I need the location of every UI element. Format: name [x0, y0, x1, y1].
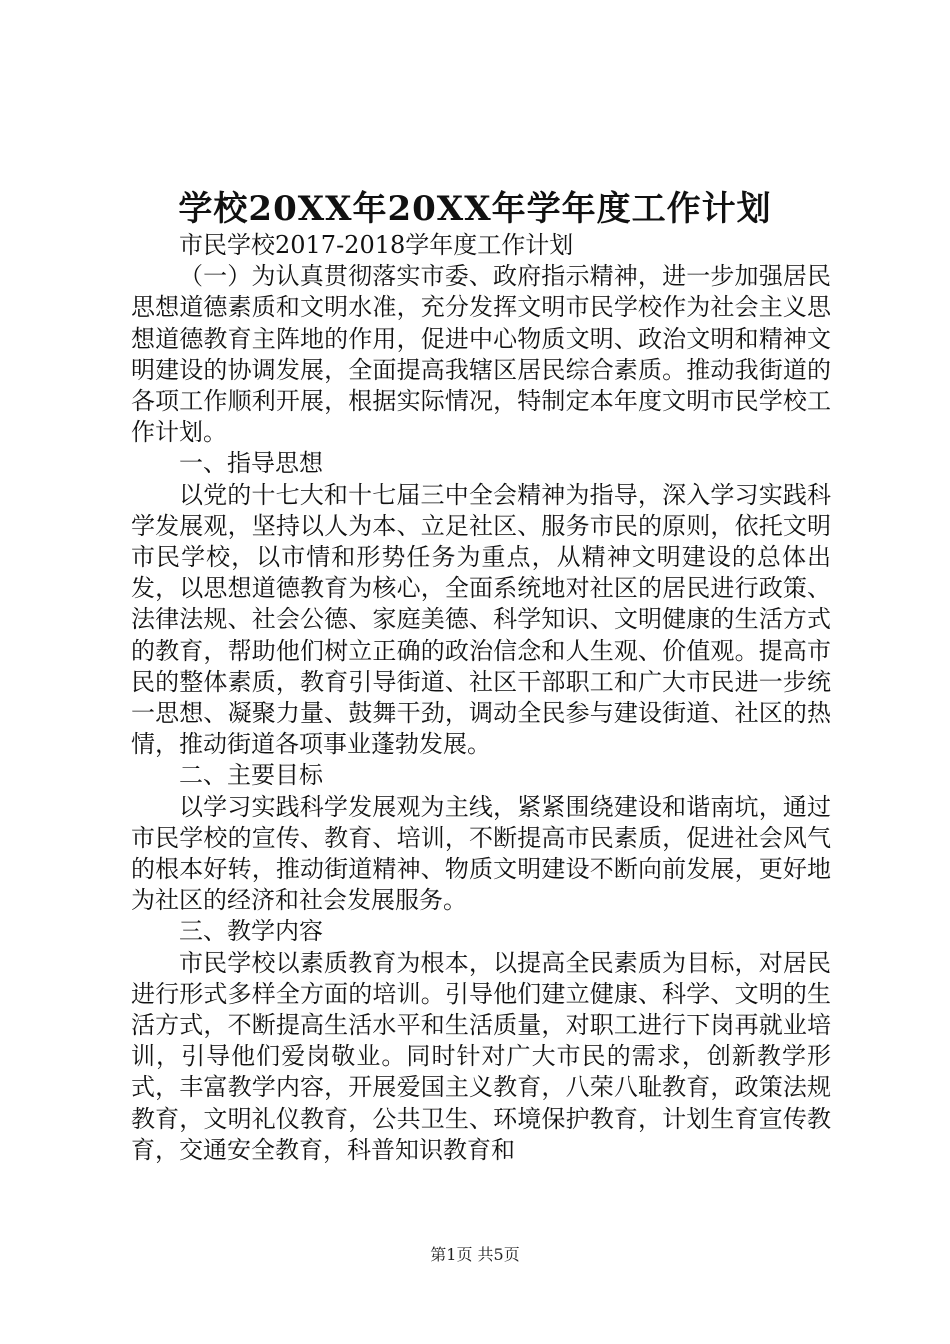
heading-guiding-thought: 一、指导思想	[179, 449, 323, 478]
paragraph-intro: （一）为认真贯彻落实市委、政府指示精神，进一步加强居民思想道德素质和文明水准，充分发挥文明市民学校作为社会主义思想道德教育主阵地的作用，促进中心物质文明、政治文明和精神文明建设的协调发展，全面提高我辖区居民综合素质。推动我街道的各项工作顺利开展，根据实际情况，特制定本年度文明市民学校工作计划。	[131, 262, 831, 447]
document-title: 学校20XX年20XX年学年度工作计划	[178, 189, 772, 229]
paragraph-subtitle: 市民学校2017-2018学年度工作计划	[179, 231, 574, 259]
heading-main-goals: 二、主要目标	[179, 761, 323, 790]
paragraph-main-goals: 以学习实践科学发展观为主线，紧紧围绕建设和谐南坑，通过市民学校的宣传、教育、培训，不断提高市民素质，促进社会风气的根本好转，推动街道精神、物质文明建设不断向前发展，更好地为社区的经济和社会发展服务。	[131, 792, 831, 915]
paragraph-teaching-content: 市民学校以素质教育为根本，以提高全民素质为目标，对居民进行形式多样全方面的培训。引导他们建立健康、科学、文明的生活方式，不断提高生活水平和生活质量，对职工进行下岗再就业培训，引导他们爱岗敬业。同时针对广大市民的需求，创新教学形式，丰富教学内容，开展爱国主义教育，八荣八耻教育，政策法规教育，文明礼仪教育，公共卫生、环境保护教育，计划生育宣传教育，交通安全教育，科普知识教育和	[131, 948, 831, 1164]
document-body	[131, 230, 831, 1166]
heading-teaching-content: 三、教学内容	[179, 917, 323, 946]
paragraph-guiding-thought: 以党的十七大和十七届三中全会精神为指导，深入学习实践科学发展观，坚持以人为本、立足社区、服务市民的原则，依托文明市民学校，以市情和形势任务为重点，从精神文明建设的总体出发，以思想道德教育为核心，全面系统地对社区的居民进行政策、法律法规、社会公德、家庭美德、科学知识、文明健康的生活方式的教育，帮助他们树立正确的政治信念和人生观、价值观。提高市民的整体素质，教育引导街道、社区干部职工和广大市民进一步统一思想、凝聚力量、鼓舞干劲，调动全民参与建设街道、社区的热情，推动街道各项事业蓬勃发展。	[131, 480, 831, 759]
page-number-footer: 第1页 共5页	[430, 1245, 520, 1264]
